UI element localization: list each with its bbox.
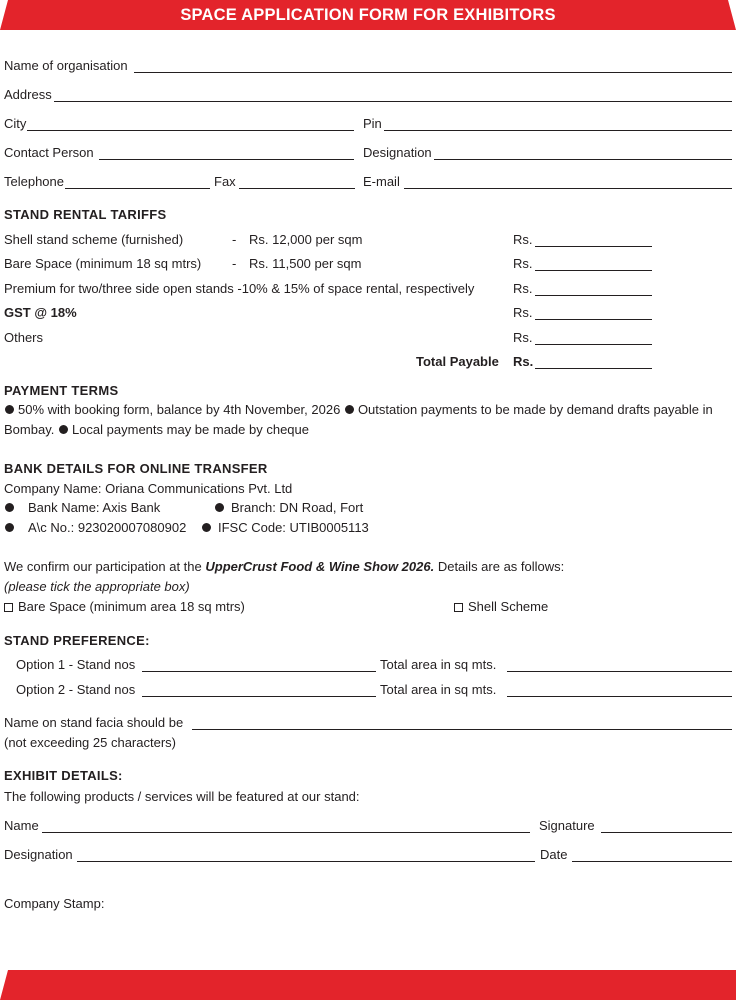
city-row [4, 116, 732, 132]
option1-stand-field[interactable] [142, 671, 376, 672]
space-type-row [4, 599, 732, 615]
pin-field[interactable] [384, 130, 732, 131]
email-label: E-mail [363, 174, 400, 189]
payment-item-2: Outstation payments to be made by demand drafts payable in Bombay. [4, 402, 713, 437]
city-label: City [4, 116, 27, 131]
facia-note-row [4, 735, 732, 751]
bullet-icon [5, 405, 14, 414]
date-field[interactable] [572, 861, 732, 862]
address-row [4, 87, 732, 103]
facia-label: Name on stand facia should be [4, 715, 184, 730]
checkbox-icon[interactable] [4, 603, 13, 612]
bank-name: Bank Name: Axis Bank [28, 500, 161, 515]
tariff-shell-field[interactable] [535, 246, 652, 247]
name-row [4, 818, 732, 834]
organisation-row [4, 58, 732, 74]
bare-space-option[interactable] [4, 599, 245, 615]
exhibit-designation-field[interactable] [77, 861, 535, 862]
preference-heading: STAND PREFERENCE: [4, 633, 150, 648]
option2-area-label: Total area in sq mts. [380, 682, 497, 697]
option2-stand-field[interactable] [142, 696, 376, 697]
bullet-icon [5, 503, 14, 512]
telephone-label: Telephone [4, 174, 64, 189]
tariff-total-rs: Rs. [513, 354, 534, 369]
bank-company-name: Company Name: Oriana Communications Pvt. Ltd [4, 481, 293, 496]
option1-area-field[interactable] [507, 671, 732, 672]
facia-field[interactable] [192, 729, 732, 730]
tariff-total-field[interactable] [535, 368, 652, 369]
confirm-text-after: Details are as follows: [434, 559, 565, 574]
address-label: Address [4, 87, 52, 102]
fax-field[interactable] [239, 188, 355, 189]
designation-field[interactable] [434, 159, 732, 160]
facia-row [4, 715, 732, 731]
fax-label: Fax [214, 174, 236, 189]
header-banner [0, 0, 736, 30]
tariffs-heading: STAND RENTAL TARIFFS [4, 207, 167, 222]
city-field[interactable] [27, 130, 354, 131]
pin-label: Pin [363, 116, 382, 131]
designation-label: Designation [363, 145, 432, 160]
shell-scheme-option-label: Shell Scheme [468, 599, 549, 614]
tariff-shell-rs: Rs. [513, 232, 533, 247]
tariff-gst-label: GST @ 18% [4, 305, 77, 320]
tariff-bare-row [4, 256, 732, 272]
tariff-others-field[interactable] [535, 344, 652, 345]
facia-note: (not exceeding 25 characters) [4, 735, 176, 750]
designation-row [4, 847, 732, 863]
contact-person-field[interactable] [99, 159, 354, 160]
form-title: SPACE APPLICATION FORM FOR EXHIBITORS [180, 6, 556, 24]
tariff-shell-dash: - [232, 232, 237, 247]
tariff-gst-row [4, 305, 732, 321]
tariff-shell-price: Rs. 12,000 per sqm [249, 232, 363, 247]
contact-person-label: Contact Person [4, 145, 94, 160]
signature-field[interactable] [601, 832, 732, 833]
option2-row [4, 682, 732, 698]
bank-heading: BANK DETAILS FOR ONLINE TRANSFER [4, 461, 268, 476]
tariff-shell-label: Shell stand scheme (furnished) [4, 232, 184, 247]
tariff-others-row [4, 330, 732, 346]
contact-row [4, 145, 732, 161]
tick-note-row [4, 579, 732, 595]
bullet-icon [59, 425, 68, 434]
tariff-premium-rs: Rs. [513, 281, 533, 296]
tariff-others-label: Others [4, 330, 44, 345]
exhibit-designation-label: Designation [4, 847, 73, 862]
telephone-row [4, 174, 732, 190]
bullet-icon [202, 523, 211, 532]
bank-company-row [4, 481, 732, 497]
payment-terms-text [4, 400, 732, 440]
signature-label: Signature [539, 818, 595, 833]
confirm-text [4, 559, 564, 575]
tariff-bare-dash: - [232, 256, 237, 271]
tariff-bare-field[interactable] [535, 270, 652, 271]
tariff-shell-row [4, 232, 732, 248]
stamp-row [4, 896, 732, 912]
exhibit-heading: EXHIBIT DETAILS: [4, 768, 123, 783]
option2-label: Option 2 - Stand nos [16, 682, 136, 697]
bank-branch: Branch: DN Road, Fort [231, 500, 364, 515]
payment-item-1: 50% with booking form, balance by 4th November, 2026 [18, 402, 341, 417]
tariff-premium-row [4, 281, 732, 297]
payment-item-3: Local payments may be made by cheque [71, 422, 309, 437]
option2-area-field[interactable] [507, 696, 732, 697]
footer-shape [0, 970, 736, 1000]
tariff-premium-field[interactable] [535, 295, 652, 296]
tariff-others-rs: Rs. [513, 330, 533, 345]
company-stamp-label: Company Stamp: [4, 896, 105, 911]
organisation-field[interactable] [134, 72, 732, 73]
payment-heading: PAYMENT TERMS [4, 383, 119, 398]
exhibit-text: The following products / services will be featured at our stand: [4, 789, 360, 804]
confirm-text-before: We confirm our participation at the [4, 559, 206, 574]
tariff-bare-rs: Rs. [513, 256, 533, 271]
tariff-premium-label: Premium for two/three side open stands -10% & 15% of space rental, respectively [4, 281, 475, 296]
tariff-gst-rs: Rs. [513, 305, 533, 320]
tariff-bare-label: Bare Space (minimum 18 sq mtrs) [4, 256, 202, 271]
confirm-row [4, 559, 732, 575]
name-label: Name [4, 818, 39, 833]
bare-space-option-label: Bare Space (minimum area 18 sq mtrs) [18, 599, 245, 614]
show-name: UpperCrust Food & Wine Show 2026. [205, 559, 435, 574]
checkbox-icon[interactable] [454, 603, 463, 612]
email-field[interactable] [404, 188, 732, 189]
option1-label: Option 1 - Stand nos [16, 657, 136, 672]
bullet-icon [5, 523, 14, 532]
option1-row [4, 657, 732, 673]
telephone-field[interactable] [65, 188, 210, 189]
bank-name-row [4, 500, 732, 516]
footer-bar [0, 970, 736, 1000]
tariff-gst-field[interactable] [535, 319, 652, 320]
tariff-total-label: Total Payable [416, 354, 499, 369]
date-label: Date [540, 847, 568, 862]
option1-area-label: Total area in sq mts. [380, 657, 497, 672]
shell-scheme-option[interactable] [454, 599, 548, 615]
organisation-label: Name of organisation [4, 58, 128, 73]
name-field[interactable] [42, 832, 530, 833]
tick-note: (please tick the appropriate box) [4, 579, 190, 594]
bank-ifsc: IFSC Code: UTIB0005113 [218, 520, 369, 535]
tariff-bare-price: Rs. 11,500 per sqm [249, 256, 362, 271]
bullet-icon [345, 405, 354, 414]
address-field[interactable] [54, 101, 732, 102]
bank-account-row [4, 520, 732, 536]
bullet-icon [215, 503, 224, 512]
bank-account-number: A\c No.: 923020007080902 [28, 520, 187, 535]
tariff-total-row [4, 354, 732, 370]
exhibit-text-row [4, 789, 732, 805]
